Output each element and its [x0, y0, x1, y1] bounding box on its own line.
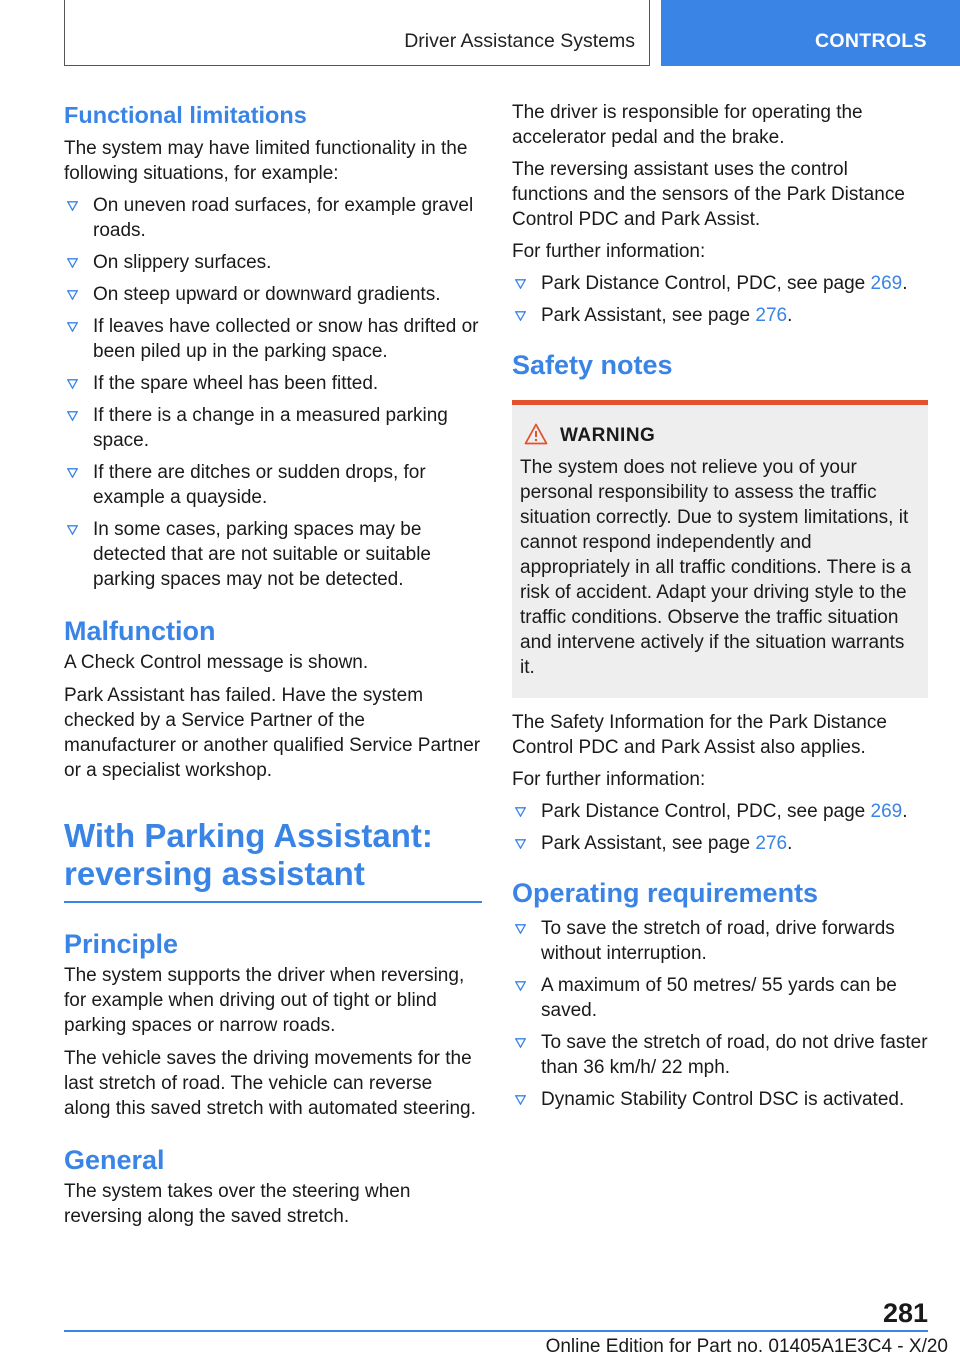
malfunction-heading: Malfunction — [64, 616, 216, 646]
bullet-triangle-icon — [64, 517, 80, 542]
safety-information-text: The Safety Information for the Park Distance Control PDC and Park Assist also applies. — [512, 712, 887, 758]
bullet-triangle-icon — [512, 1087, 528, 1112]
section-divider — [64, 901, 482, 903]
warning-text: The system does not relieve you of your personal responsibility to assess the traffic situation correctly. Due to system limitations, it cannot respond independently and appropriately in all traffic conditions. There is a risk of accident. Adapt your driving style to the traffic conditions. Observe the traffic situation and intervene actively if the situation warrants it. — [520, 457, 912, 678]
functional-limitations-intro: The system may have limited functionality in the following situations, for example: — [64, 138, 468, 184]
list-item: Dynamic Stability Control DSC is activated. — [512, 1087, 928, 1112]
section-heading-line-1: With Parking Assistant: — [64, 817, 433, 854]
malfunction-text-1: A Check Control message is shown. — [64, 652, 369, 673]
page-link[interactable]: 269 — [870, 273, 903, 294]
list-item: Park Distance Control, PDC, see page 269. — [512, 271, 928, 296]
bullet-triangle-icon — [64, 460, 80, 485]
page-link[interactable]: 276 — [755, 305, 788, 326]
list-item: If the spare wheel has been fitted. — [64, 371, 482, 396]
footer-divider — [64, 1330, 928, 1332]
left-column — [64, 100, 482, 1229]
driver-responsibility-text: The driver is responsible for operating the accelerator pedal and the brake. — [512, 102, 863, 148]
bullet-triangle-icon — [512, 973, 528, 998]
bullet-triangle-icon — [64, 403, 80, 428]
bullet-triangle-icon — [512, 271, 528, 296]
warning-box — [512, 400, 928, 698]
principle-text-2: The vehicle saves the driving movements for the last stretch of road. The vehicle can reverse along this saved stretch with automated steering. — [64, 1047, 476, 1119]
principle-heading: Principle — [64, 928, 179, 959]
list-item: On steep upward or downward gradients. — [64, 282, 482, 307]
further-info-label-2: For further information: — [512, 769, 706, 790]
warning-triangle-icon — [524, 423, 548, 450]
list-item: On uneven road surfaces, for example gravel roads. — [64, 193, 482, 243]
list-item: To save the stretch of road, drive forwards without interruption. — [512, 916, 928, 966]
bullet-triangle-icon — [512, 831, 528, 856]
requirements-list — [512, 916, 928, 1112]
bullet-triangle-icon — [512, 1030, 528, 1055]
warning-header — [520, 423, 920, 451]
reversing-assistant-text: The reversing assistant uses the control functions and the sensors of the Park Distance Control PDC and Park Assist. — [512, 159, 905, 230]
bullet-triangle-icon — [64, 314, 80, 339]
reference-list-2 — [512, 799, 928, 856]
list-item: Park Assistant, see page 276. — [512, 303, 928, 328]
list-item: If there is a change in a measured parking space. — [64, 403, 482, 453]
further-info-label: For further information: — [512, 241, 706, 262]
list-item: To save the stretch of road, do not drive faster than 36 km/h/ 22 mph. — [512, 1030, 928, 1080]
reference-list — [512, 271, 928, 328]
page-link[interactable]: 269 — [870, 801, 903, 822]
functional-limitations-heading: Functional limitations — [64, 102, 307, 128]
section-title: Driver Assistance Systems — [404, 30, 635, 52]
header-section-tab — [64, 0, 650, 66]
chapter-title: CONTROLS — [815, 30, 927, 52]
bullet-triangle-icon — [512, 303, 528, 328]
general-heading: General — [64, 1144, 165, 1175]
right-column — [512, 100, 928, 1112]
general-text: The system takes over the steering when reversing along the saved stretch. — [64, 1180, 411, 1227]
operating-requirements-heading: Operating requirements — [512, 878, 819, 908]
section-heading — [64, 817, 482, 893]
limitations-list — [64, 193, 482, 592]
bullet-triangle-icon — [64, 371, 80, 396]
warning-label: WARNING — [560, 425, 656, 446]
safety-notes-heading: Safety notes — [512, 350, 673, 380]
section-heading-line-2: reversing assistant — [64, 855, 365, 892]
principle-text-1: The system supports the driver when reversing, for example when driving out of tight or blind parking spaces or narrow roads. — [64, 964, 465, 1036]
bullet-triangle-icon — [64, 282, 80, 307]
list-item: Park Assistant, see page 276. — [512, 831, 928, 856]
header-chapter-tab[interactable] — [661, 0, 960, 66]
list-item: Park Distance Control, PDC, see page 269. — [512, 799, 928, 824]
footer-edition: Online Edition for Part no. 01405A1E3C4 - X/20 — [545, 1336, 948, 1357]
page-link[interactable]: 276 — [755, 833, 788, 854]
list-item: A maximum of 50 metres/ 55 yards can be saved. — [512, 973, 928, 1023]
bullet-triangle-icon — [512, 916, 528, 941]
list-item: On slippery surfaces. — [64, 250, 482, 275]
bullet-triangle-icon — [64, 193, 80, 218]
page-number: 281 — [882, 1298, 928, 1328]
bullet-triangle-icon — [512, 799, 528, 824]
malfunction-text-2: Park Assistant has failed. Have the system checked by a Service Partner of the manufacturer or another qualified Service Partner or a specialist workshop. — [64, 685, 481, 781]
list-item: If there are ditches or sudden drops, for example a quayside. — [64, 460, 482, 510]
list-item: In some cases, parking spaces may be detected that are not suitable or suitable parking spaces may not be detected. — [64, 517, 482, 592]
bullet-triangle-icon — [64, 250, 80, 275]
list-item: If leaves have collected or snow has drifted or been piled up in the parking space. — [64, 314, 482, 364]
